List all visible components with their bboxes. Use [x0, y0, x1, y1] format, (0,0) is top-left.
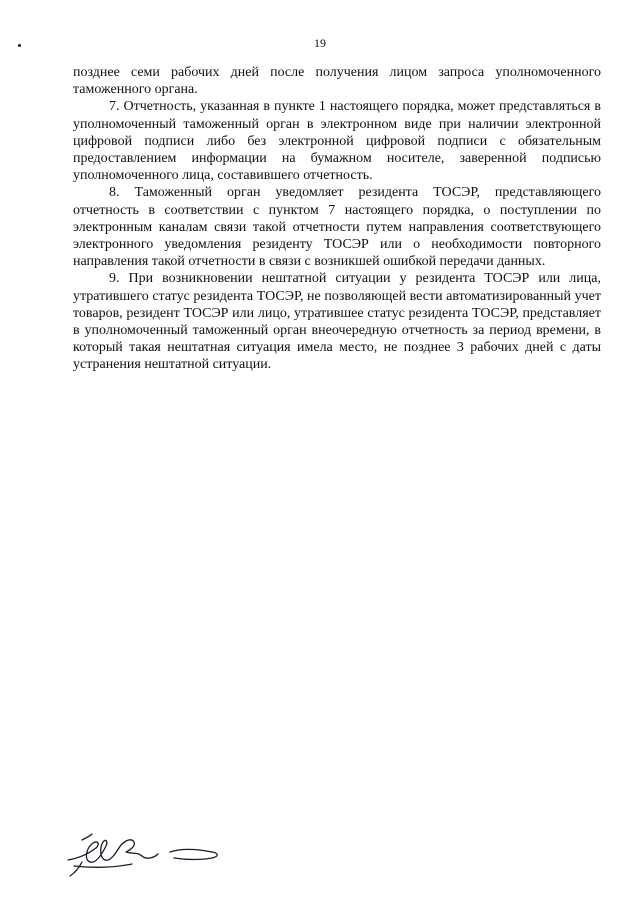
paragraph-continuation: позднее семи рабочих дней после получения лицом запроса уполномоченного таможенного органа. — [73, 65, 601, 98]
document-body — [73, 64, 601, 374]
handwritten-signature — [62, 818, 242, 888]
stray-mark — [18, 44, 21, 47]
page-number: 19 — [314, 36, 326, 50]
paragraph-8: 8. Таможенный орган уведомляет резидента ТОСЭР, представляющего отчетность в соответствии с пунктом 7 настоящего порядка, о поступлении по электронным каналам связи такой отчетности путем направления соответствующего электронного уведомления резиденту ТОСЭР или о необходимости повторного направления такой отчетности в связи с возникшей ошибкой передачи данных. — [73, 185, 601, 270]
paragraph-7: 7. Отчетность, указанная в пункте 1 настоящего порядка, может представляться в уполномоченный таможенный орган в электронном виде при наличии электронной цифровой подписи либо без электронной цифровой подписи с обязательным предоставлением информации на бумажном носителе, заверенной подписью уполномоченного лица, составившего отчетность. — [73, 99, 601, 184]
paragraph-9: 9. При возникновении нештатной ситуации у резидента ТОСЭР или лица, утратившего статус резидента ТОСЭР, не позволяющей вести автоматизированный учет товаров, резидент ТОСЭР или лицо, утратившее статус резидента ТОСЭР, представляет в уполномоченный таможенный орган внеочередную отчетность за период времени, в который такая нештатная ситуация имела место, не позднее 3 рабочих дней с даты устранения нештатной ситуации. — [73, 271, 601, 373]
